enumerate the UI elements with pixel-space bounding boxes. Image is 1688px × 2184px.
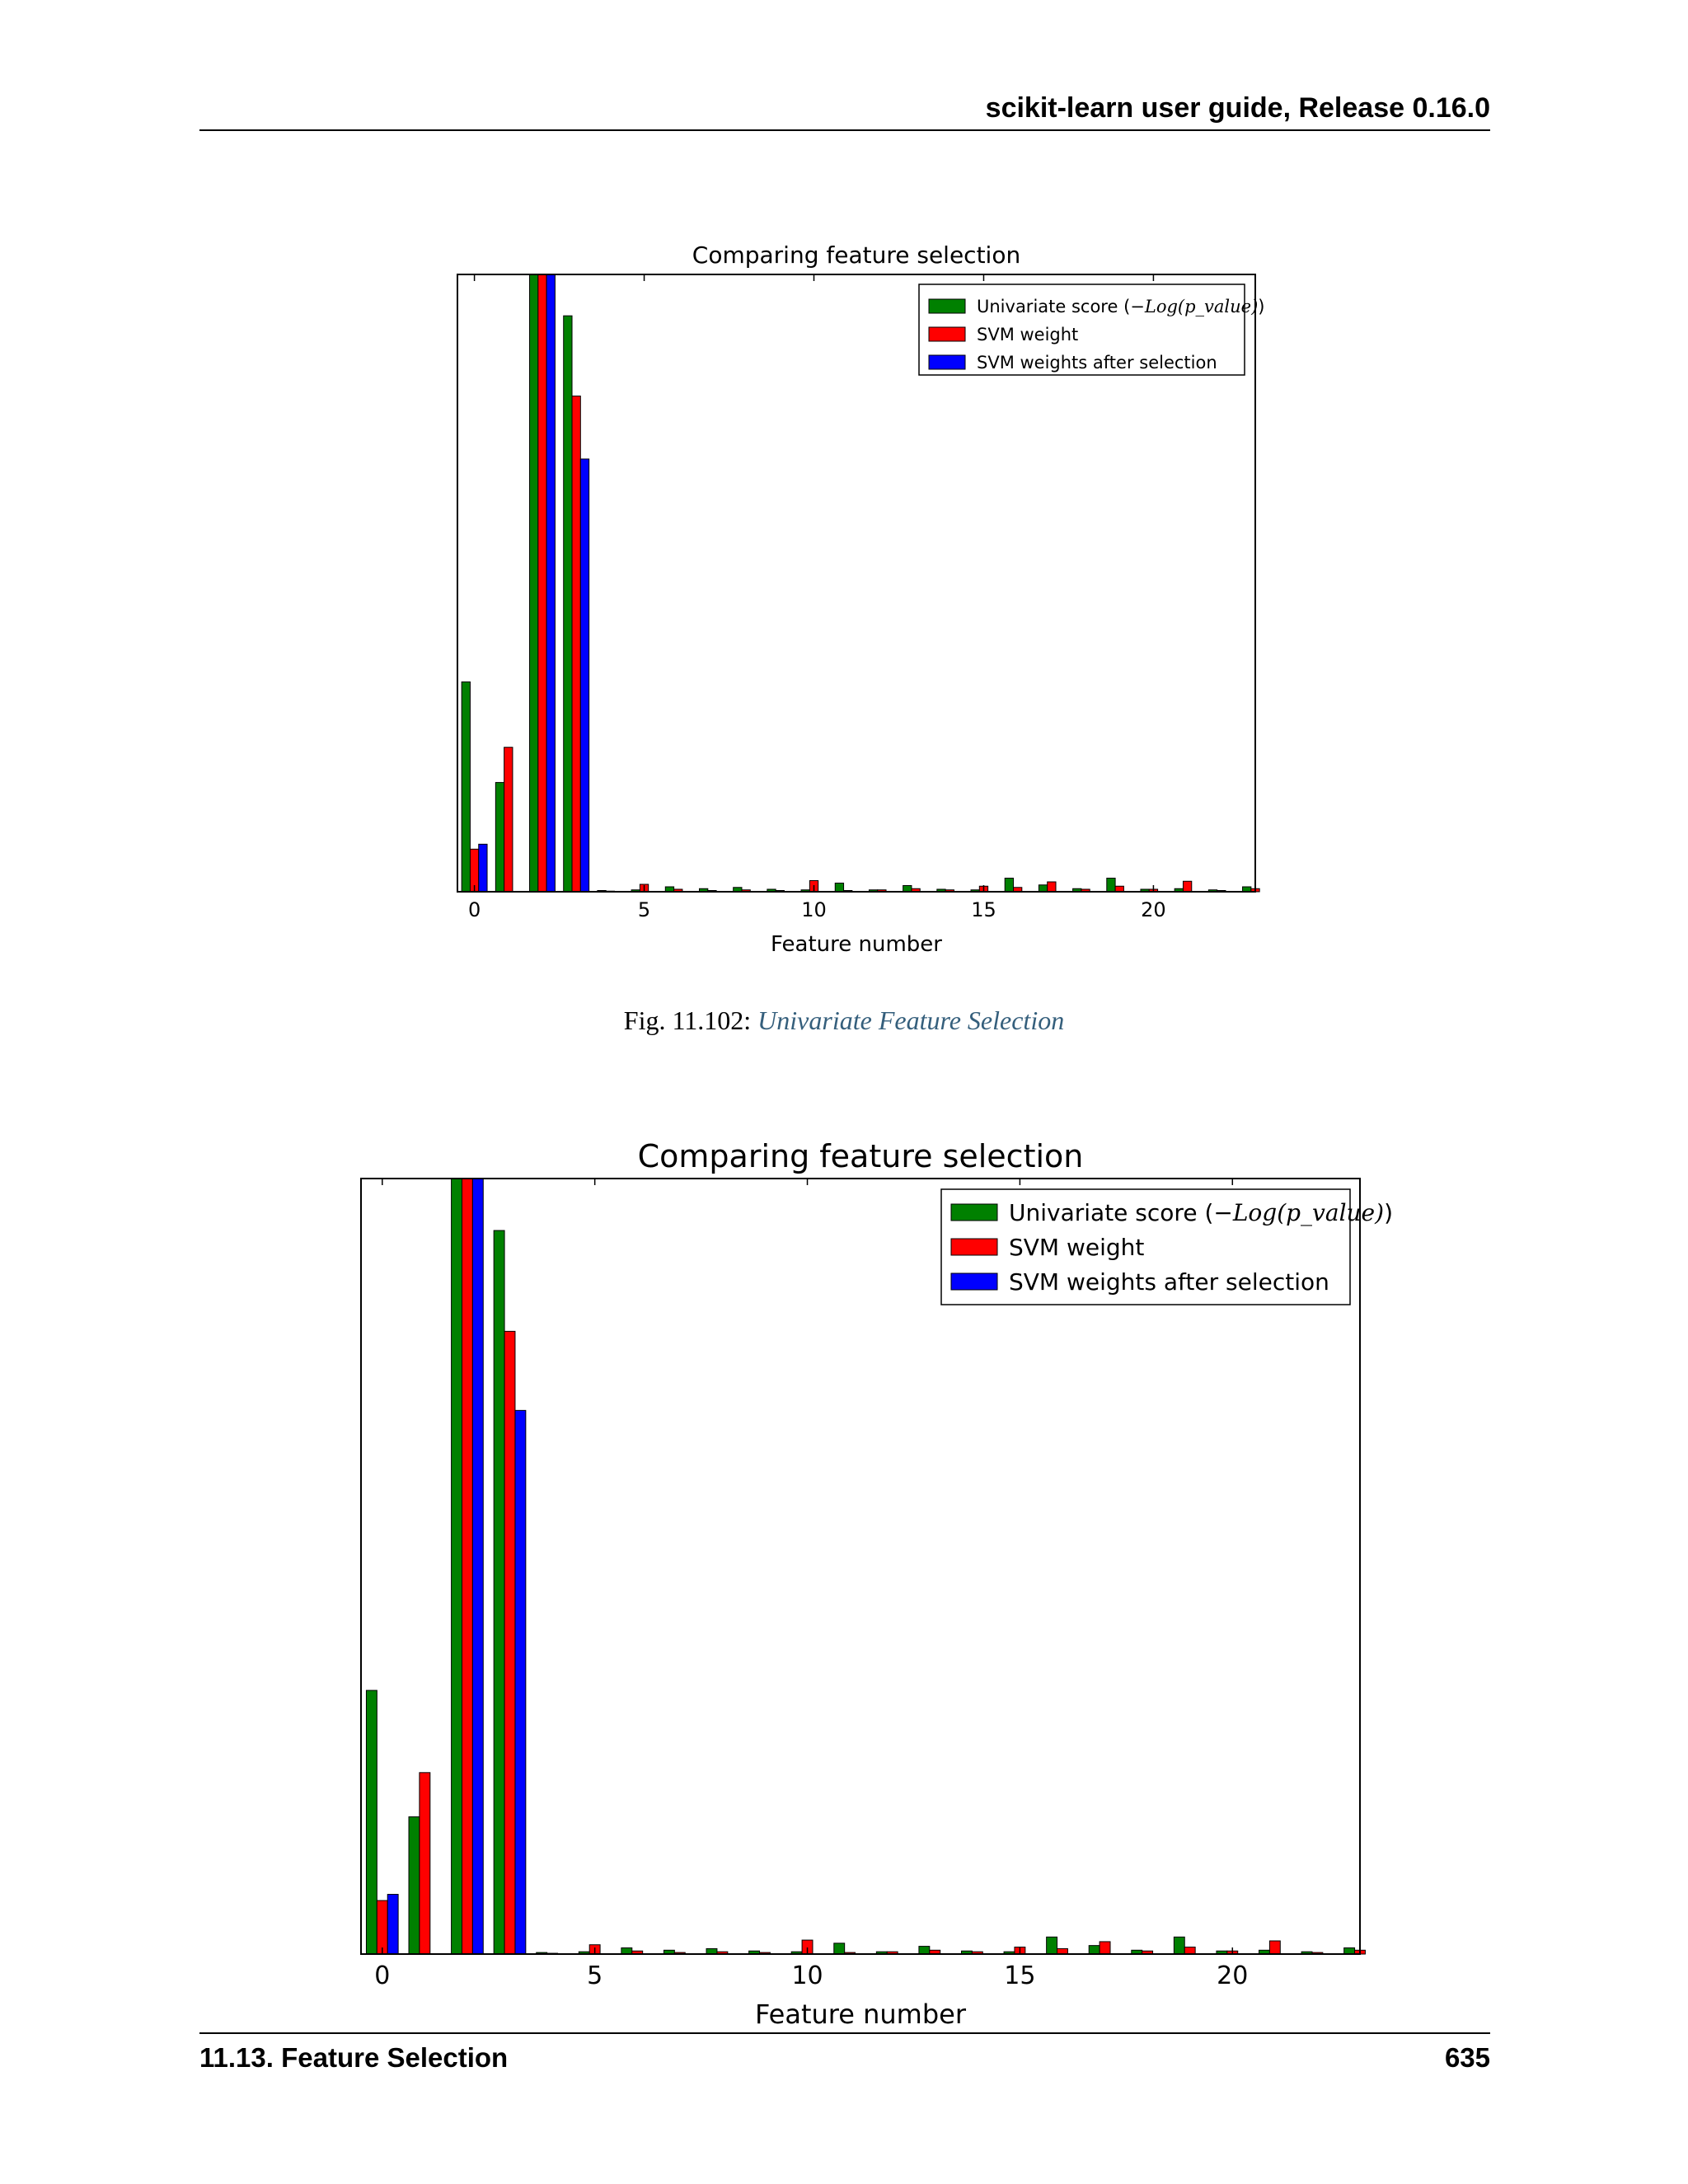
figure-caption-prefix: Fig. 11.102: — [623, 1005, 758, 1035]
bar-univariate-feature-17 — [1089, 1946, 1100, 1954]
legend-swatch-svm_after — [951, 1273, 997, 1290]
x-axis-label: Feature number — [755, 1999, 966, 2030]
bar-univariate-feature-2 — [452, 1179, 462, 1954]
figure-caption — [0, 1005, 1688, 1036]
x-tick-label-20: 20 — [1217, 1961, 1249, 1990]
x-tick-label-5: 5 — [587, 1961, 603, 1990]
bar-svm_after-feature-3 — [515, 1410, 526, 1954]
x-tick-label-0: 0 — [374, 1961, 391, 1990]
chart-small — [457, 241, 1265, 957]
legend-label-svm_after: SVM weights after selection — [977, 353, 1217, 373]
legend-label-svm_weight: SVM weight — [977, 325, 1079, 345]
chart-large — [361, 1138, 1393, 2030]
bar-svm_after-feature-0 — [479, 844, 487, 892]
x-tick-label-10: 10 — [791, 1961, 823, 1990]
legend-swatch-svm_after — [929, 355, 965, 369]
x-tick-label-20: 20 — [1141, 898, 1166, 921]
bar-svm_weight-feature-17 — [1048, 882, 1056, 892]
legend-label-svm_after: SVM weights after selection — [1009, 1268, 1329, 1296]
footer-section: 11.13. Feature Selection — [199, 2042, 509, 2073]
x-tick-label-15: 15 — [1004, 1961, 1036, 1990]
bar-svm_weight-feature-1 — [420, 1773, 430, 1954]
bar-univariate-feature-6 — [621, 1947, 632, 1954]
bar-svm_weight-feature-21 — [1269, 1941, 1280, 1954]
bar-univariate-feature-1 — [409, 1816, 420, 1954]
bar-svm_weight-feature-19 — [1184, 1947, 1195, 1954]
x-axis-label: Feature number — [771, 932, 942, 957]
page-header-title: scikit-learn user guide, Release 0.16.0 — [985, 92, 1490, 124]
bar-univariate-feature-11 — [835, 883, 843, 892]
bar-svm_weight-feature-2 — [462, 1179, 472, 1954]
bar-svm_after-feature-0 — [387, 1895, 398, 1954]
x-tick-label-15: 15 — [971, 898, 996, 921]
bar-univariate-feature-0 — [366, 1690, 377, 1954]
bar-svm_weight-feature-0 — [377, 1900, 387, 1954]
legend-swatch-svm_weight — [929, 327, 965, 341]
bar-univariate-feature-3 — [564, 316, 572, 892]
bar-svm_weight-feature-17 — [1100, 1942, 1110, 1954]
bar-univariate-feature-19 — [1107, 879, 1115, 892]
legend — [919, 284, 1265, 375]
legend — [941, 1189, 1393, 1305]
legend-label-univariate: Univariate score (−Log(p_value)) — [977, 297, 1265, 317]
bar-univariate-feature-13 — [919, 1947, 930, 1954]
figure-caption-link[interactable]: Univariate Feature Selection — [757, 1005, 1065, 1035]
bar-univariate-feature-16 — [1047, 1937, 1057, 1954]
bar-univariate-feature-1 — [495, 782, 504, 892]
bar-univariate-feature-0 — [462, 682, 470, 892]
bar-univariate-feature-13 — [903, 886, 912, 892]
x-tick-label-0: 0 — [467, 898, 481, 921]
legend-label-univariate: Univariate score (−Log(p_value)) — [1009, 1199, 1393, 1227]
footer-rule — [199, 2032, 1490, 2034]
chart-title: Comparing feature selection — [692, 241, 1021, 269]
bar-univariate-feature-11 — [834, 1943, 845, 1954]
bar-svm_after-feature-2 — [472, 1179, 483, 1954]
bar-univariate-feature-16 — [1005, 879, 1013, 892]
bar-univariate-feature-23 — [1344, 1947, 1355, 1954]
bar-svm_weight-feature-19 — [1115, 886, 1123, 892]
bar-svm_after-feature-3 — [580, 459, 588, 892]
bar-svm_after-feature-2 — [546, 274, 555, 892]
bar-univariate-feature-19 — [1174, 1937, 1184, 1954]
bar-univariate-feature-17 — [1039, 885, 1047, 892]
bar-svm_weight-feature-3 — [572, 396, 580, 892]
bar-svm_weight-feature-21 — [1183, 881, 1191, 892]
bar-svm_weight-feature-1 — [504, 748, 513, 892]
bar-svm_weight-feature-2 — [538, 274, 546, 892]
x-tick-label-5: 5 — [637, 898, 651, 921]
bar-univariate-feature-2 — [530, 274, 538, 892]
legend-swatch-svm_weight — [951, 1239, 997, 1255]
x-tick-label-10: 10 — [801, 898, 827, 921]
chart-title: Comparing feature selection — [637, 1138, 1084, 1174]
legend-label-svm_weight: SVM weight — [1009, 1234, 1145, 1262]
legend-swatch-univariate — [929, 299, 965, 313]
bar-svm_weight-feature-3 — [504, 1331, 515, 1954]
legend-swatch-univariate — [951, 1204, 997, 1221]
bar-univariate-feature-3 — [494, 1230, 504, 1954]
footer-page-number: 635 — [1444, 2042, 1490, 2073]
